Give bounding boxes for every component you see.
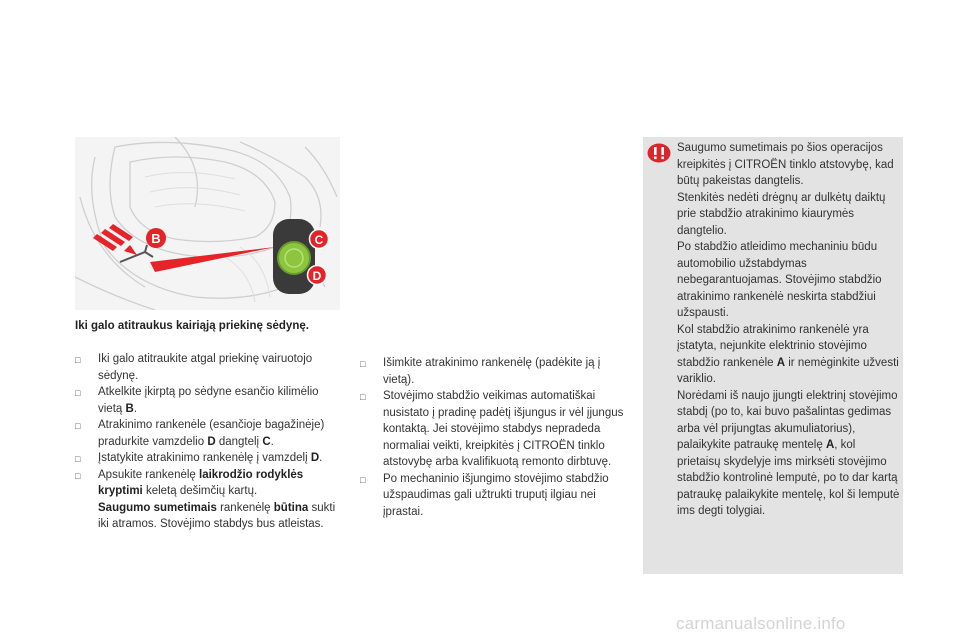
checkbox-bullet-icon: □	[75, 470, 81, 481]
illustration-caption: Iki galo atitraukus kairiąją priekinę sėdynę.	[75, 320, 309, 332]
seat-illustration	[75, 137, 340, 310]
list-item: □ Apsukite rankenėlę laikrodžio rodyklės kryptimi keletą dešimčių kartų. Saugumo sumetimais rankenėlę būtina sukti iki atramos. Stovėjimo stabdys bus atleistas.	[75, 468, 336, 530]
warning-icon	[647, 143, 671, 163]
watermark-footer: carmanualsonline.info	[676, 614, 846, 633]
list-item: □ Atkelkite įkirptą po sėdyne esančio kilimėlio vietą B.	[75, 386, 319, 415]
list-item: □ Išimkite atrakinimo rankenėlę (padėkite ją į vietą).	[360, 357, 601, 386]
checkbox-bullet-icon: □	[360, 474, 366, 485]
seat-drawing	[75, 137, 340, 310]
checkbox-bullet-icon: □	[360, 392, 366, 402]
list-item: □ Atrakinimo rankenėle (esančioje bagažinėje) pradurkite vamzdelio D dangtelį C.	[75, 419, 325, 448]
checkbox-bullet-icon: □	[75, 355, 81, 365]
list-item: □ Įstatykite atrakinimo rankenėlę į vamzdelį D.	[75, 450, 340, 467]
list-item: □ Stovėjimo stabdžio veikimas automatiškai nusistato į pradinę padėtį išjungus ir vėl įjungus kontaktą. Jei stovėjimo stabdys nepradeda normaliai veikti, kreipkitės į CITROËN tinklo atstovybę arba kvalifikuotą remonto dirbtuvę.	[360, 390, 624, 468]
warning-box	[643, 137, 903, 574]
label-b: B	[151, 231, 161, 246]
middle-steps	[360, 355, 628, 520]
left-steps	[75, 351, 340, 533]
checkbox-bullet-icon: □	[75, 421, 81, 431]
list-item: □ Po mechaninio išjungimo stovėjimo stabdžio užspaudimas gali užtrukti truputį ilgiau nei įprastai.	[360, 472, 609, 518]
list-item: □ Iki galo atitraukite atgal priekinę vairuotojo sėdynę.	[75, 353, 313, 382]
checkbox-bullet-icon: □	[75, 388, 81, 398]
checkbox-bullet-icon: □	[75, 454, 81, 464]
label-c: C	[314, 233, 324, 247]
checkbox-bullet-icon: □	[360, 359, 366, 369]
label-d: D	[312, 269, 322, 283]
warning-text: Saugumo sumetimais po šios operacijos kreipkitės į CITROËN tinklo atstovybę, kad būtų pakeistas dangtelis. Stenkitės nedėti drėgnų ar dulkėtų daiktų prie stabdžio atrakinimo kiaurymės dangtelio. Po stabdžio atleidimo mechaniniu būdu automobilio užstabdymas nebegarantuojamas. Stovėjimo stabdžio atrakinimo rankenėlė neskirta stabdžiui užspausti. Kol stabdžio atrakinimo rankenėlė yra įstatyta, nejunkite elektrinio stovėjimo stabdžio rankenėle A ir nemėginkite užvesti variklio. Norėdami iš naujo įjungti elektrinį stovėjimo stabdį (po to, kai buvo pašalintas gedimas arba vėl prijungtas akumuliatorius), palaikykite patraukę mentelę A, kol prietaisų skydelyje ims mirksėti stovėjimo stabdžio kontrolinė lemputė, po to dar kartą patraukę palaikykite mentelę, kol ši lemputė ims degti tolygiai.	[677, 142, 900, 517]
